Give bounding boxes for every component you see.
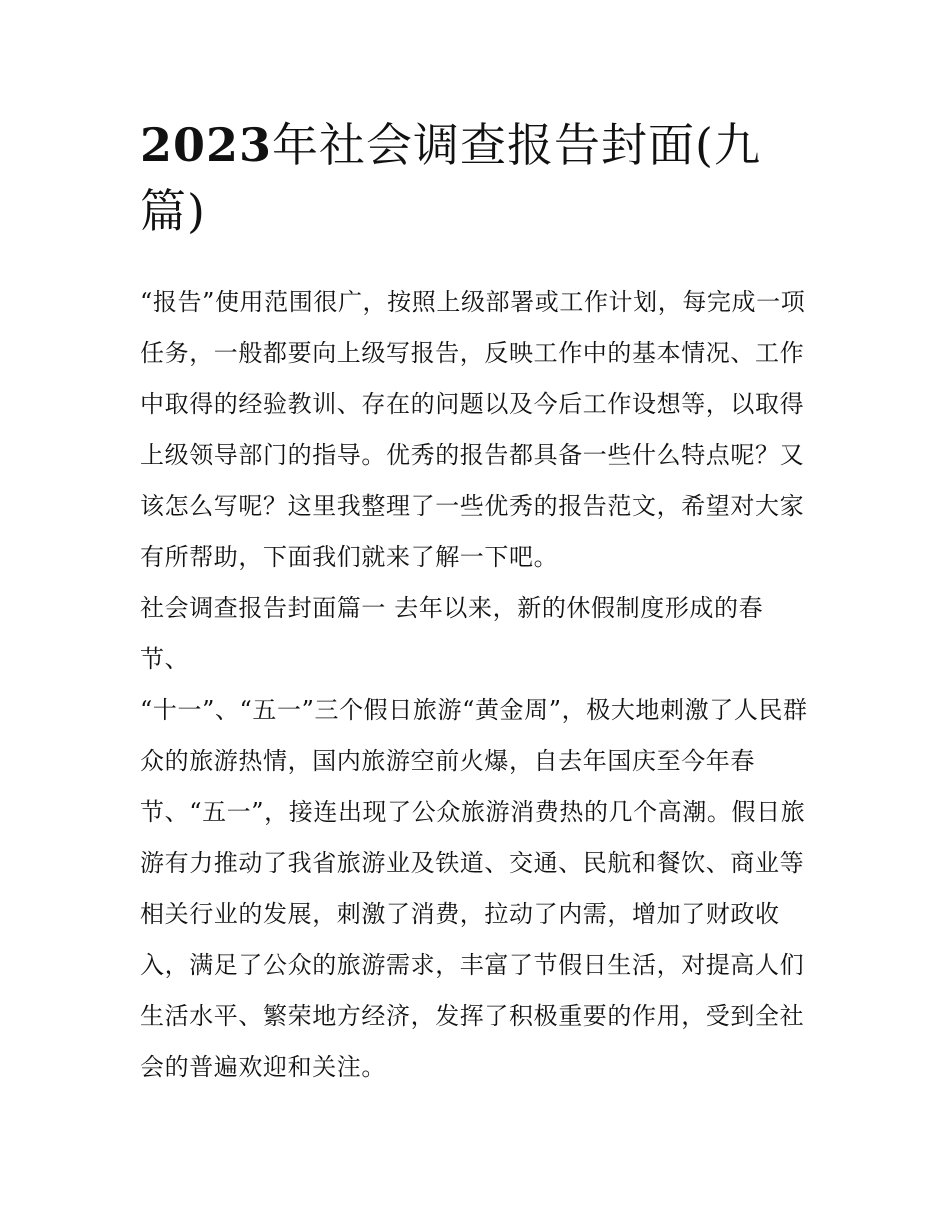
text-line: 中取得的经验教训、存在的问题以及今后工作设想等，以取得 bbox=[140, 390, 805, 418]
text-line: 上级领导部门的指导。优秀的报告都具备一些什么特点呢？又 bbox=[140, 441, 805, 469]
title-text-line1: 年社会调查报告封面(九 bbox=[272, 118, 761, 172]
text-line: “报告”使用范围很广，按照上级部署或工作计划，每完成一项 bbox=[140, 288, 806, 316]
text-line: 相关行业的发展，刺激了消费，拉动了内需，增加了财政收 bbox=[140, 900, 780, 928]
text-line: 会的普遍欢迎和关注。 bbox=[140, 1053, 386, 1081]
body-text bbox=[140, 277, 820, 1093]
text-line: 游有力推动了我省旅游业及铁道、交通、民航和餐饮、商业等 bbox=[140, 849, 805, 877]
text-line: 节、 bbox=[140, 645, 190, 673]
text-line: 入，满足了公众的旅游需求，丰富了节假日生活，对提高人们 bbox=[140, 951, 805, 979]
text-line: “十一”、“五一”三个假日旅游“黄金周”，极大地刺激了人民群 bbox=[140, 696, 808, 724]
text-line: 社会调查报告封面篇一 去年以来，新的休假制度形成的春 bbox=[140, 594, 764, 622]
text-line: 众的旅游热情，国内旅游空前火爆，自去年国庆至今年春 bbox=[140, 747, 755, 775]
page-title bbox=[140, 112, 820, 244]
title-text-line2: 篇) bbox=[140, 184, 206, 238]
text-line: 有所帮助，下面我们就来了解一下吧。 bbox=[140, 543, 559, 571]
text-line: 任务，一般都要向上级写报告，反映工作中的基本情况、工作 bbox=[140, 339, 805, 367]
title-year: 2023 bbox=[140, 118, 273, 172]
text-line: 生活水平、繁荣地方经济，发挥了积极重要的作用，受到全社 bbox=[140, 1002, 805, 1030]
text-line: 该怎么写呢？这里我整理了一些优秀的报告范文，希望对大家 bbox=[140, 492, 805, 520]
text-line: 节、“五一”，接连出现了公众旅游消费热的几个高潮。假日旅 bbox=[140, 798, 806, 826]
